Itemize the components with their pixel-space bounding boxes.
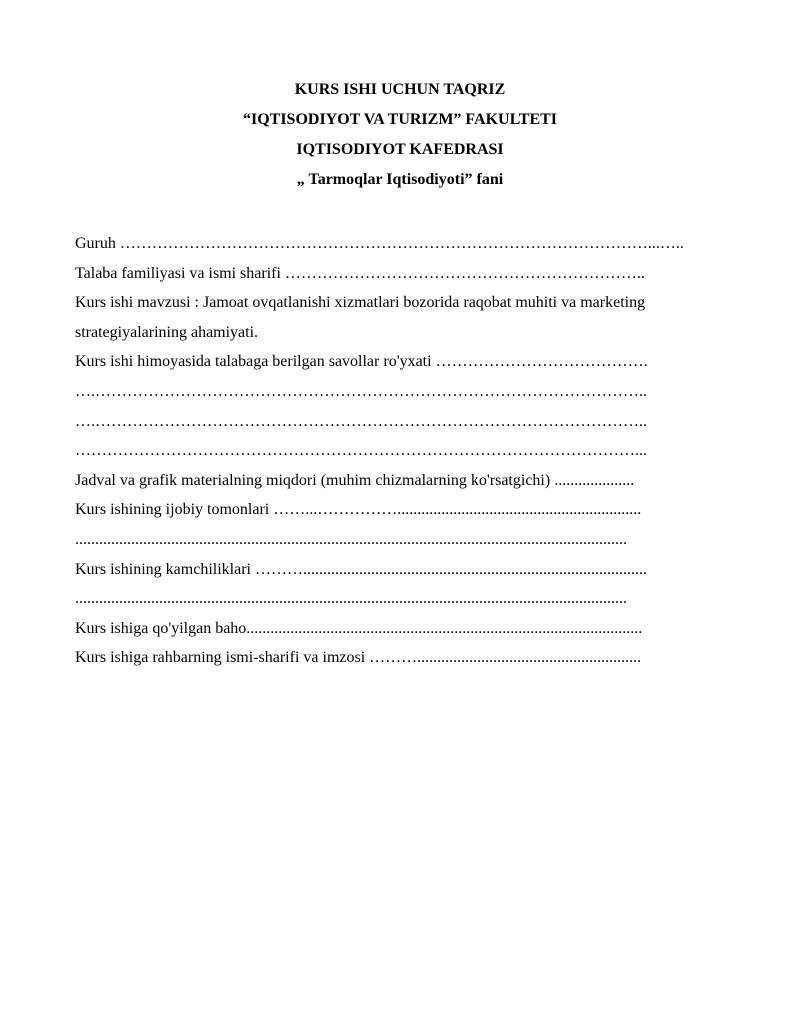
weaknesses-line: Kurs ishining kamchiliklari ………......................................................................................: [75, 560, 647, 578]
group-line: Guruh ………………………………………………………………………………………...…..: [75, 235, 684, 252]
questions-line: Kurs ishi himoyasida talabaga berilgan savollar ro'yxati ………………………………….: [75, 353, 648, 371]
topic-line: Kurs ishi mavzusi : Jamoat ovqatlanishi xizmatlari bozorida raqobat muhiti va marketing strategiyalarining ahamiyati.: [75, 294, 646, 341]
review-form: [75, 229, 730, 673]
questions-dots-line: ….…………………………………………………………………………………………..: [75, 412, 647, 430]
weaknesses-dots-line: ..........................................................................................................................................: [75, 590, 627, 608]
heading-department: IQTISODIYOT KAFEDRASI: [296, 141, 504, 158]
student-name-line: Talaba familiyasi va ismi sharifi …………………………………………………………..: [75, 264, 645, 282]
grade-line: Kurs ishiga qo'yilgan baho...................................................................................................: [75, 619, 643, 637]
document-heading: [0, 75, 800, 195]
tables-graphics-line: Jadval va grafik materialning miqdori (muhim chizmalarning ko'rsatgichi) ....................: [75, 471, 635, 489]
strengths-line: Kurs ishining ijobiy tomonlari ……...…………….............................................................: [75, 501, 642, 519]
questions-dots-line: ….…………………………………………………………………………………………..: [75, 382, 647, 400]
supervisor-line: Kurs ishiga rahbarning ismi-sharifi va imzosi ………........................................................: [75, 649, 642, 667]
heading-faculty: “IQTISODIYOT VA TURIZM” FAKULTETI: [242, 111, 558, 128]
strengths-dots-line: ..........................................................................................................................................: [75, 530, 627, 548]
heading-title: KURS ISHI UCHUN TAQRIZ: [294, 81, 506, 98]
heading-subject: „ Tarmoqlar Iqtisodiyoti” fani: [296, 171, 504, 188]
questions-dots-line: ……………………………………………………………………………………………...: [75, 442, 647, 460]
